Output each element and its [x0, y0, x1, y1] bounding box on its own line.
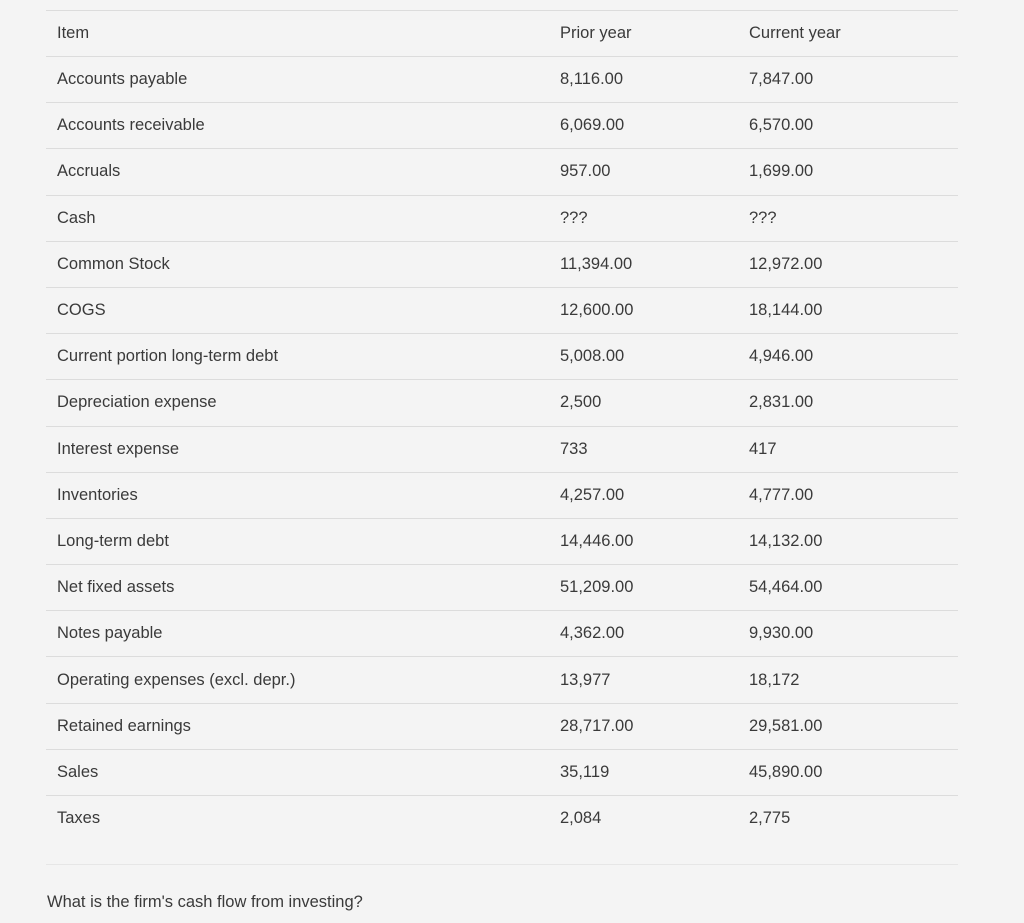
cell-item: COGS: [46, 287, 549, 333]
cell-current-year: 14,132.00: [738, 518, 958, 564]
question-text: What is the firm's cash flow from investing?: [47, 893, 363, 911]
cell-prior-year: 4,362.00: [549, 611, 738, 657]
cell-item: Inventories: [46, 472, 549, 518]
cell-current-year: 54,464.00: [738, 565, 958, 611]
cell-item: Interest expense: [46, 426, 549, 472]
cell-prior-year: 4,257.00: [549, 472, 738, 518]
table-row: [46, 657, 958, 703]
cell-current-year: 6,570.00: [738, 103, 958, 149]
cell-current-year: 4,777.00: [738, 472, 958, 518]
cell-prior-year: 957.00: [549, 149, 738, 195]
cell-prior-year: 5,008.00: [549, 334, 738, 380]
cell-item: Retained earnings: [46, 703, 549, 749]
table-row: [46, 149, 958, 195]
cell-prior-year: 35,119: [549, 749, 738, 795]
cell-prior-year: 51,209.00: [549, 565, 738, 611]
table-row: [46, 287, 958, 333]
cell-item: Accounts payable: [46, 57, 549, 103]
cell-item: Current portion long-term debt: [46, 334, 549, 380]
table-row: [46, 565, 958, 611]
cell-current-year: 9,930.00: [738, 611, 958, 657]
table-row: [46, 57, 958, 103]
table-row: [46, 334, 958, 380]
cell-item: Depreciation expense: [46, 380, 549, 426]
cell-prior-year: 2,084: [549, 796, 738, 842]
cell-item: Notes payable: [46, 611, 549, 657]
cell-current-year: 29,581.00: [738, 703, 958, 749]
cell-current-year: 1,699.00: [738, 149, 958, 195]
cell-prior-year: 733: [549, 426, 738, 472]
cell-current-year: 2,831.00: [738, 380, 958, 426]
header-item: Item: [46, 11, 549, 57]
divider: [46, 864, 958, 865]
cell-current-year: ???: [738, 195, 958, 241]
cell-current-year: 417: [738, 426, 958, 472]
table-body: [46, 57, 958, 842]
cell-prior-year: 14,446.00: [549, 518, 738, 564]
table-row: [46, 472, 958, 518]
header-current-year: Current year: [738, 11, 958, 57]
cell-current-year: 45,890.00: [738, 749, 958, 795]
table-header-row: [46, 11, 958, 57]
cell-item: Long-term debt: [46, 518, 549, 564]
financial-data-table-container: [46, 10, 958, 842]
cell-item: Accruals: [46, 149, 549, 195]
cell-current-year: 7,847.00: [738, 57, 958, 103]
table-row: [46, 749, 958, 795]
table-row: [46, 241, 958, 287]
cell-prior-year: ???: [549, 195, 738, 241]
cell-current-year: 18,144.00: [738, 287, 958, 333]
cell-item: Accounts receivable: [46, 103, 549, 149]
cell-prior-year: 11,394.00: [549, 241, 738, 287]
table-row: [46, 195, 958, 241]
cell-prior-year: 28,717.00: [549, 703, 738, 749]
cell-item: Taxes: [46, 796, 549, 842]
cell-item: Cash: [46, 195, 549, 241]
cell-current-year: 12,972.00: [738, 241, 958, 287]
cell-prior-year: 13,977: [549, 657, 738, 703]
table-row: [46, 796, 958, 842]
cell-current-year: 18,172: [738, 657, 958, 703]
financial-data-table: [46, 10, 958, 842]
header-prior-year: Prior year: [549, 11, 738, 57]
table-row: [46, 703, 958, 749]
cell-item: Net fixed assets: [46, 565, 549, 611]
cell-prior-year: 2,500: [549, 380, 738, 426]
table-row: [46, 103, 958, 149]
table-row: [46, 611, 958, 657]
cell-item: Common Stock: [46, 241, 549, 287]
cell-item: Sales: [46, 749, 549, 795]
cell-prior-year: 8,116.00: [549, 57, 738, 103]
cell-prior-year: 12,600.00: [549, 287, 738, 333]
cell-prior-year: 6,069.00: [549, 103, 738, 149]
cell-current-year: 4,946.00: [738, 334, 958, 380]
cell-current-year: 2,775: [738, 796, 958, 842]
cell-item: Operating expenses (excl. depr.): [46, 657, 549, 703]
table-row: [46, 426, 958, 472]
table-row: [46, 518, 958, 564]
table-row: [46, 380, 958, 426]
